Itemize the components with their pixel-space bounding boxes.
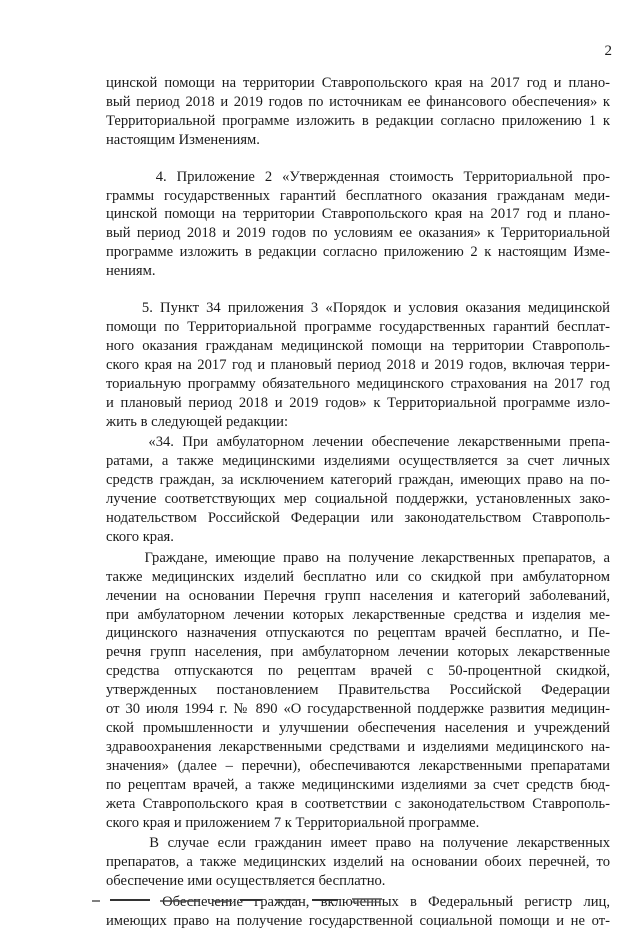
text-line: помощи по Территориальной программе государственных гарантий бесплат- bbox=[106, 318, 610, 335]
text-line: препаратов, а также медицинских изделий на основании обоих перечней, то bbox=[106, 854, 610, 871]
page-number: 2 bbox=[604, 43, 612, 59]
text-line: жить в следующей редакции: bbox=[106, 413, 289, 430]
text-line: настоящим Изменениям. bbox=[106, 131, 260, 148]
text-line: Территориальной программе изложить в редакции согласно приложению 1 к bbox=[106, 112, 610, 129]
paragraph bbox=[106, 74, 610, 150]
text-line: лечении на основании Перечня групп населения и категорий заболеваний, bbox=[106, 587, 610, 604]
scan-footer-marks bbox=[0, 884, 640, 905]
text-line: и плановый период 2018 и 2019 годов» к Территориальной программе изло- bbox=[106, 394, 610, 411]
text-line: речня групп населения, при амбулаторном лечении которых лекарственные bbox=[106, 644, 610, 661]
paragraph bbox=[106, 549, 610, 833]
text-line: Обеспечение граждан, включенных в Федеральный регистр лиц, bbox=[106, 894, 610, 911]
text-line: ского края на 2017 год и плановый период 2018 и 2019 годов, включая терри- bbox=[106, 356, 610, 373]
text-line: значения» (далее – перечни), обеспечиваются лекарственными препаратами bbox=[106, 757, 610, 774]
paragraph-gap bbox=[106, 281, 610, 299]
text-line: ториальную программу обязательного медицинского страхования на 2017 год bbox=[106, 375, 610, 392]
text-line: дицинского назначения отпускаются по рецептам врачей бесплатно, и Пе- bbox=[106, 625, 610, 642]
text-line: нениям. bbox=[106, 263, 156, 280]
text-line: жета Ставропольского края в соответствии с законодательством Ставрополь- bbox=[106, 795, 610, 812]
paragraph-gap bbox=[106, 150, 610, 168]
text-line: ского края и приложением 7 к Территориальной программе. bbox=[106, 814, 480, 831]
scan-artifact-lines bbox=[0, 884, 640, 905]
text-line: утвержденных постановлением Правительства Российской Федерации bbox=[106, 682, 610, 699]
text-line: «34. При амбулаторном лечении обеспечение лекарственными препа- bbox=[106, 434, 610, 451]
text-line: обеспечение ими осуществляется бесплатно. bbox=[106, 873, 386, 890]
text-line: от 30 июля 1994 г. № 890 «О государственной поддержке развития медицин- bbox=[106, 701, 610, 718]
text-line: средств граждан, за исключением категорий граждан, имеющих право на по- bbox=[106, 472, 610, 489]
text-line: 4. Приложение 2 «Утвержденная стоимость Территориальной про- bbox=[106, 168, 610, 185]
text-line: цинской помощи на территории Ставропольского края на 2017 год и плано- bbox=[106, 75, 610, 91]
paragraph bbox=[106, 834, 610, 891]
text-line: вый период 2018 и 2019 годов по условиям ее оказания» к Территориальной bbox=[106, 225, 610, 242]
text-line: ратами, а также медицинскими изделиями осуществляется за счет личных bbox=[106, 453, 610, 470]
text-line: ского края. bbox=[106, 528, 174, 545]
text-line: по рецептам врачей, а также медицинскими изделиями за счет средств бюд- bbox=[106, 776, 610, 793]
text-line: В случае если гражданин имеет право на получение лекарственных bbox=[106, 835, 610, 852]
text-line: Граждане, имеющие право на получение лекарственных препаратов, а bbox=[106, 549, 610, 566]
text-line: ской промышленности и улучшении обеспечения населения и учреждений bbox=[106, 720, 610, 736]
text-line: 5. Пункт 34 приложения 3 «Порядок и условия оказания медицинской bbox=[106, 300, 610, 317]
text-line: лучение соответствующих мер социальной поддержки, установленных зако- bbox=[106, 491, 610, 508]
text-line: ного оказания гражданам медицинской помощи на территории Ставрополь- bbox=[106, 337, 610, 354]
paragraph bbox=[106, 299, 610, 431]
text-line: средства отпускаются по рецептам врачей с 50-процентной скидкой, bbox=[106, 663, 610, 680]
text-line: программе изложить в редакции согласно приложению 2 к настоящим Изме- bbox=[106, 244, 610, 261]
text-line: нодательством Российской Федерации или законодательством Ставрополь- bbox=[106, 510, 610, 527]
paragraph bbox=[106, 168, 610, 281]
text-line: при амбулаторном лечении которых лекарственные средства и изделия ме- bbox=[106, 606, 610, 623]
text-line: здравоохранения лекарственными средствами и изделиями медицинского на- bbox=[106, 738, 610, 755]
text-line: вый период 2018 и 2019 годов по источникам ее финансового обеспечения» к bbox=[106, 93, 610, 110]
document-body bbox=[106, 74, 610, 931]
text-line: граммы государственных гарантий бесплатного оказания гражданам меди- bbox=[106, 187, 610, 204]
paragraph bbox=[106, 433, 610, 546]
text-line: также медицинских изделий бесплатно или со скидкой при амбулаторном bbox=[106, 568, 610, 585]
text-line: имеющих право на получение государственной социальной помощи и не от- bbox=[106, 913, 610, 930]
text-line: цинской помощи на территории Ставропольского края на 2017 год и плано- bbox=[106, 206, 610, 223]
